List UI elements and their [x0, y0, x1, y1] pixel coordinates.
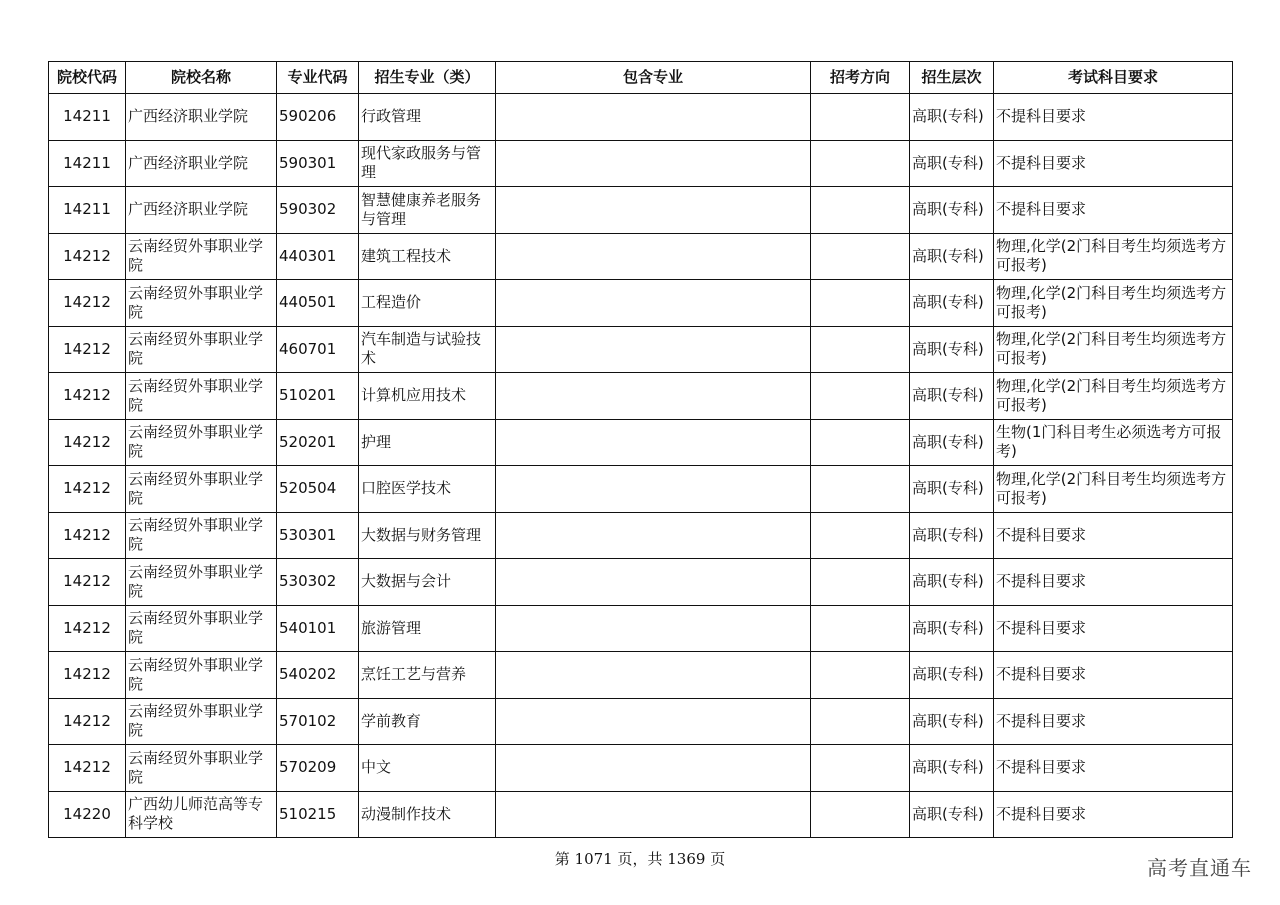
table-row	[49, 652, 1233, 699]
major-cell: 工程造价	[359, 280, 496, 327]
subject-requirement-cell: 物理,化学(2门科目考生均须选考方可报考)	[994, 326, 1233, 373]
school-name-cell: 广西经济职业学院	[126, 187, 277, 234]
school-name-cell: 云南经贸外事职业学院	[126, 559, 277, 606]
table-body	[49, 94, 1233, 838]
major-cell: 护理	[359, 419, 496, 466]
major-cell: 大数据与财务管理	[359, 512, 496, 559]
school-code-cell: 14212	[49, 605, 126, 652]
direction-cell	[811, 791, 910, 838]
school-code-cell: 14212	[49, 698, 126, 745]
level-cell: 高职(专科)	[910, 187, 994, 234]
included-majors-cell	[496, 698, 811, 745]
level-cell: 高职(专科)	[910, 745, 994, 792]
school-code-cell: 14212	[49, 559, 126, 606]
level-cell: 高职(专科)	[910, 605, 994, 652]
school-code-cell: 14212	[49, 326, 126, 373]
level-cell: 高职(专科)	[910, 652, 994, 699]
subject-requirement-cell: 物理,化学(2门科目考生均须选考方可报考)	[994, 373, 1233, 420]
major-code-cell: 590206	[277, 94, 359, 141]
school-code-cell: 14212	[49, 652, 126, 699]
header-direction: 招考方向	[811, 62, 910, 94]
table-row	[49, 512, 1233, 559]
table-row	[49, 233, 1233, 280]
major-cell: 学前教育	[359, 698, 496, 745]
table-row	[49, 466, 1233, 513]
major-code-cell: 510215	[277, 791, 359, 838]
included-majors-cell	[496, 233, 811, 280]
included-majors-cell	[496, 326, 811, 373]
school-name-cell: 云南经贸外事职业学院	[126, 280, 277, 327]
major-cell: 现代家政服务与管理	[359, 140, 496, 187]
level-cell: 高职(专科)	[910, 559, 994, 606]
included-majors-cell	[496, 419, 811, 466]
major-cell: 烹饪工艺与营养	[359, 652, 496, 699]
included-majors-cell	[496, 280, 811, 327]
included-majors-cell	[496, 512, 811, 559]
level-cell: 高职(专科)	[910, 233, 994, 280]
school-name-cell: 云南经贸外事职业学院	[126, 512, 277, 559]
direction-cell	[811, 140, 910, 187]
subject-requirement-cell: 物理,化学(2门科目考生均须选考方可报考)	[994, 233, 1233, 280]
level-cell: 高职(专科)	[910, 466, 994, 513]
subject-requirement-cell: 物理,化学(2门科目考生均须选考方可报考)	[994, 280, 1233, 327]
table-row	[49, 280, 1233, 327]
school-code-cell: 14212	[49, 512, 126, 559]
major-code-cell: 510201	[277, 373, 359, 420]
table-row	[49, 419, 1233, 466]
school-code-cell: 14212	[49, 280, 126, 327]
major-cell: 旅游管理	[359, 605, 496, 652]
major-cell: 中文	[359, 745, 496, 792]
subject-requirement-cell: 不提科目要求	[994, 559, 1233, 606]
direction-cell	[811, 745, 910, 792]
major-code-cell: 540202	[277, 652, 359, 699]
included-majors-cell	[496, 559, 811, 606]
school-code-cell: 14212	[49, 373, 126, 420]
major-cell: 行政管理	[359, 94, 496, 141]
table-row	[49, 698, 1233, 745]
level-cell: 高职(专科)	[910, 791, 994, 838]
subject-requirement-cell: 生物(1门科目考生必须选考方可报考)	[994, 419, 1233, 466]
level-cell: 高职(专科)	[910, 698, 994, 745]
major-code-cell: 530302	[277, 559, 359, 606]
header-major: 招生专业（类）	[359, 62, 496, 94]
watermark: 高考直通车	[1147, 856, 1252, 880]
included-majors-cell	[496, 791, 811, 838]
major-code-cell: 530301	[277, 512, 359, 559]
school-name-cell: 云南经贸外事职业学院	[126, 233, 277, 280]
table-header-row	[49, 62, 1233, 94]
school-name-cell: 云南经贸外事职业学院	[126, 745, 277, 792]
direction-cell	[811, 466, 910, 513]
included-majors-cell	[496, 373, 811, 420]
subject-requirement-cell: 不提科目要求	[994, 512, 1233, 559]
direction-cell	[811, 373, 910, 420]
included-majors-cell	[496, 605, 811, 652]
table-row	[49, 745, 1233, 792]
header-included-majors: 包含专业	[496, 62, 811, 94]
direction-cell	[811, 419, 910, 466]
level-cell: 高职(专科)	[910, 280, 994, 327]
major-cell: 智慧健康养老服务与管理	[359, 187, 496, 234]
school-code-cell: 14212	[49, 745, 126, 792]
subject-requirement-cell: 不提科目要求	[994, 791, 1233, 838]
school-code-cell: 14212	[49, 419, 126, 466]
table-row	[49, 326, 1233, 373]
school-name-cell: 云南经贸外事职业学院	[126, 466, 277, 513]
header-major-code: 专业代码	[277, 62, 359, 94]
major-code-cell: 440501	[277, 280, 359, 327]
direction-cell	[811, 94, 910, 141]
major-code-cell: 590301	[277, 140, 359, 187]
admissions-table	[48, 61, 1233, 838]
school-name-cell: 广西经济职业学院	[126, 94, 277, 141]
table-row	[49, 559, 1233, 606]
school-code-cell: 14212	[49, 233, 126, 280]
table-row	[49, 373, 1233, 420]
table-row	[49, 140, 1233, 187]
included-majors-cell	[496, 466, 811, 513]
school-name-cell: 云南经贸外事职业学院	[126, 698, 277, 745]
major-cell: 计算机应用技术	[359, 373, 496, 420]
school-name-cell: 广西经济职业学院	[126, 140, 277, 187]
included-majors-cell	[496, 187, 811, 234]
subject-requirement-cell: 不提科目要求	[994, 605, 1233, 652]
major-code-cell: 440301	[277, 233, 359, 280]
table-row	[49, 791, 1233, 838]
subject-requirement-cell: 不提科目要求	[994, 187, 1233, 234]
header-level: 招生层次	[910, 62, 994, 94]
school-code-cell: 14212	[49, 466, 126, 513]
major-code-cell: 590302	[277, 187, 359, 234]
direction-cell	[811, 698, 910, 745]
included-majors-cell	[496, 745, 811, 792]
major-cell: 大数据与会计	[359, 559, 496, 606]
level-cell: 高职(专科)	[910, 140, 994, 187]
header-school-code: 院校代码	[49, 62, 126, 94]
direction-cell	[811, 326, 910, 373]
school-code-cell: 14211	[49, 187, 126, 234]
major-cell: 汽车制造与试验技术	[359, 326, 496, 373]
major-code-cell: 570209	[277, 745, 359, 792]
level-cell: 高职(专科)	[910, 94, 994, 141]
major-code-cell: 540101	[277, 605, 359, 652]
subject-requirement-cell: 不提科目要求	[994, 140, 1233, 187]
major-code-cell: 520504	[277, 466, 359, 513]
table-row	[49, 94, 1233, 141]
school-code-cell: 14211	[49, 140, 126, 187]
subject-requirement-cell: 不提科目要求	[994, 652, 1233, 699]
level-cell: 高职(专科)	[910, 512, 994, 559]
direction-cell	[811, 512, 910, 559]
school-name-cell: 广西幼儿师范高等专科学校	[126, 791, 277, 838]
subject-requirement-cell: 物理,化学(2门科目考生均须选考方可报考)	[994, 466, 1233, 513]
subject-requirement-cell: 不提科目要求	[994, 698, 1233, 745]
school-name-cell: 云南经贸外事职业学院	[126, 326, 277, 373]
direction-cell	[811, 187, 910, 234]
school-code-cell: 14220	[49, 791, 126, 838]
school-name-cell: 云南经贸外事职业学院	[126, 373, 277, 420]
included-majors-cell	[496, 652, 811, 699]
header-school-name: 院校名称	[126, 62, 277, 94]
major-cell: 动漫制作技术	[359, 791, 496, 838]
school-name-cell: 云南经贸外事职业学院	[126, 419, 277, 466]
subject-requirement-cell: 不提科目要求	[994, 94, 1233, 141]
major-code-cell: 520201	[277, 419, 359, 466]
school-name-cell: 云南经贸外事职业学院	[126, 652, 277, 699]
direction-cell	[811, 280, 910, 327]
direction-cell	[811, 605, 910, 652]
direction-cell	[811, 652, 910, 699]
table-row	[49, 187, 1233, 234]
school-name-cell: 云南经贸外事职业学院	[126, 605, 277, 652]
major-code-cell: 570102	[277, 698, 359, 745]
level-cell: 高职(专科)	[910, 326, 994, 373]
subject-requirement-cell: 不提科目要求	[994, 745, 1233, 792]
direction-cell	[811, 233, 910, 280]
school-code-cell: 14211	[49, 94, 126, 141]
level-cell: 高职(专科)	[910, 419, 994, 466]
table-row	[49, 605, 1233, 652]
major-code-cell: 460701	[277, 326, 359, 373]
major-cell: 建筑工程技术	[359, 233, 496, 280]
included-majors-cell	[496, 140, 811, 187]
major-cell: 口腔医学技术	[359, 466, 496, 513]
level-cell: 高职(专科)	[910, 373, 994, 420]
direction-cell	[811, 559, 910, 606]
included-majors-cell	[496, 94, 811, 141]
header-subject-requirement: 考试科目要求	[994, 62, 1233, 94]
page-number: 第 1071 页，共 1369 页	[554, 850, 726, 868]
